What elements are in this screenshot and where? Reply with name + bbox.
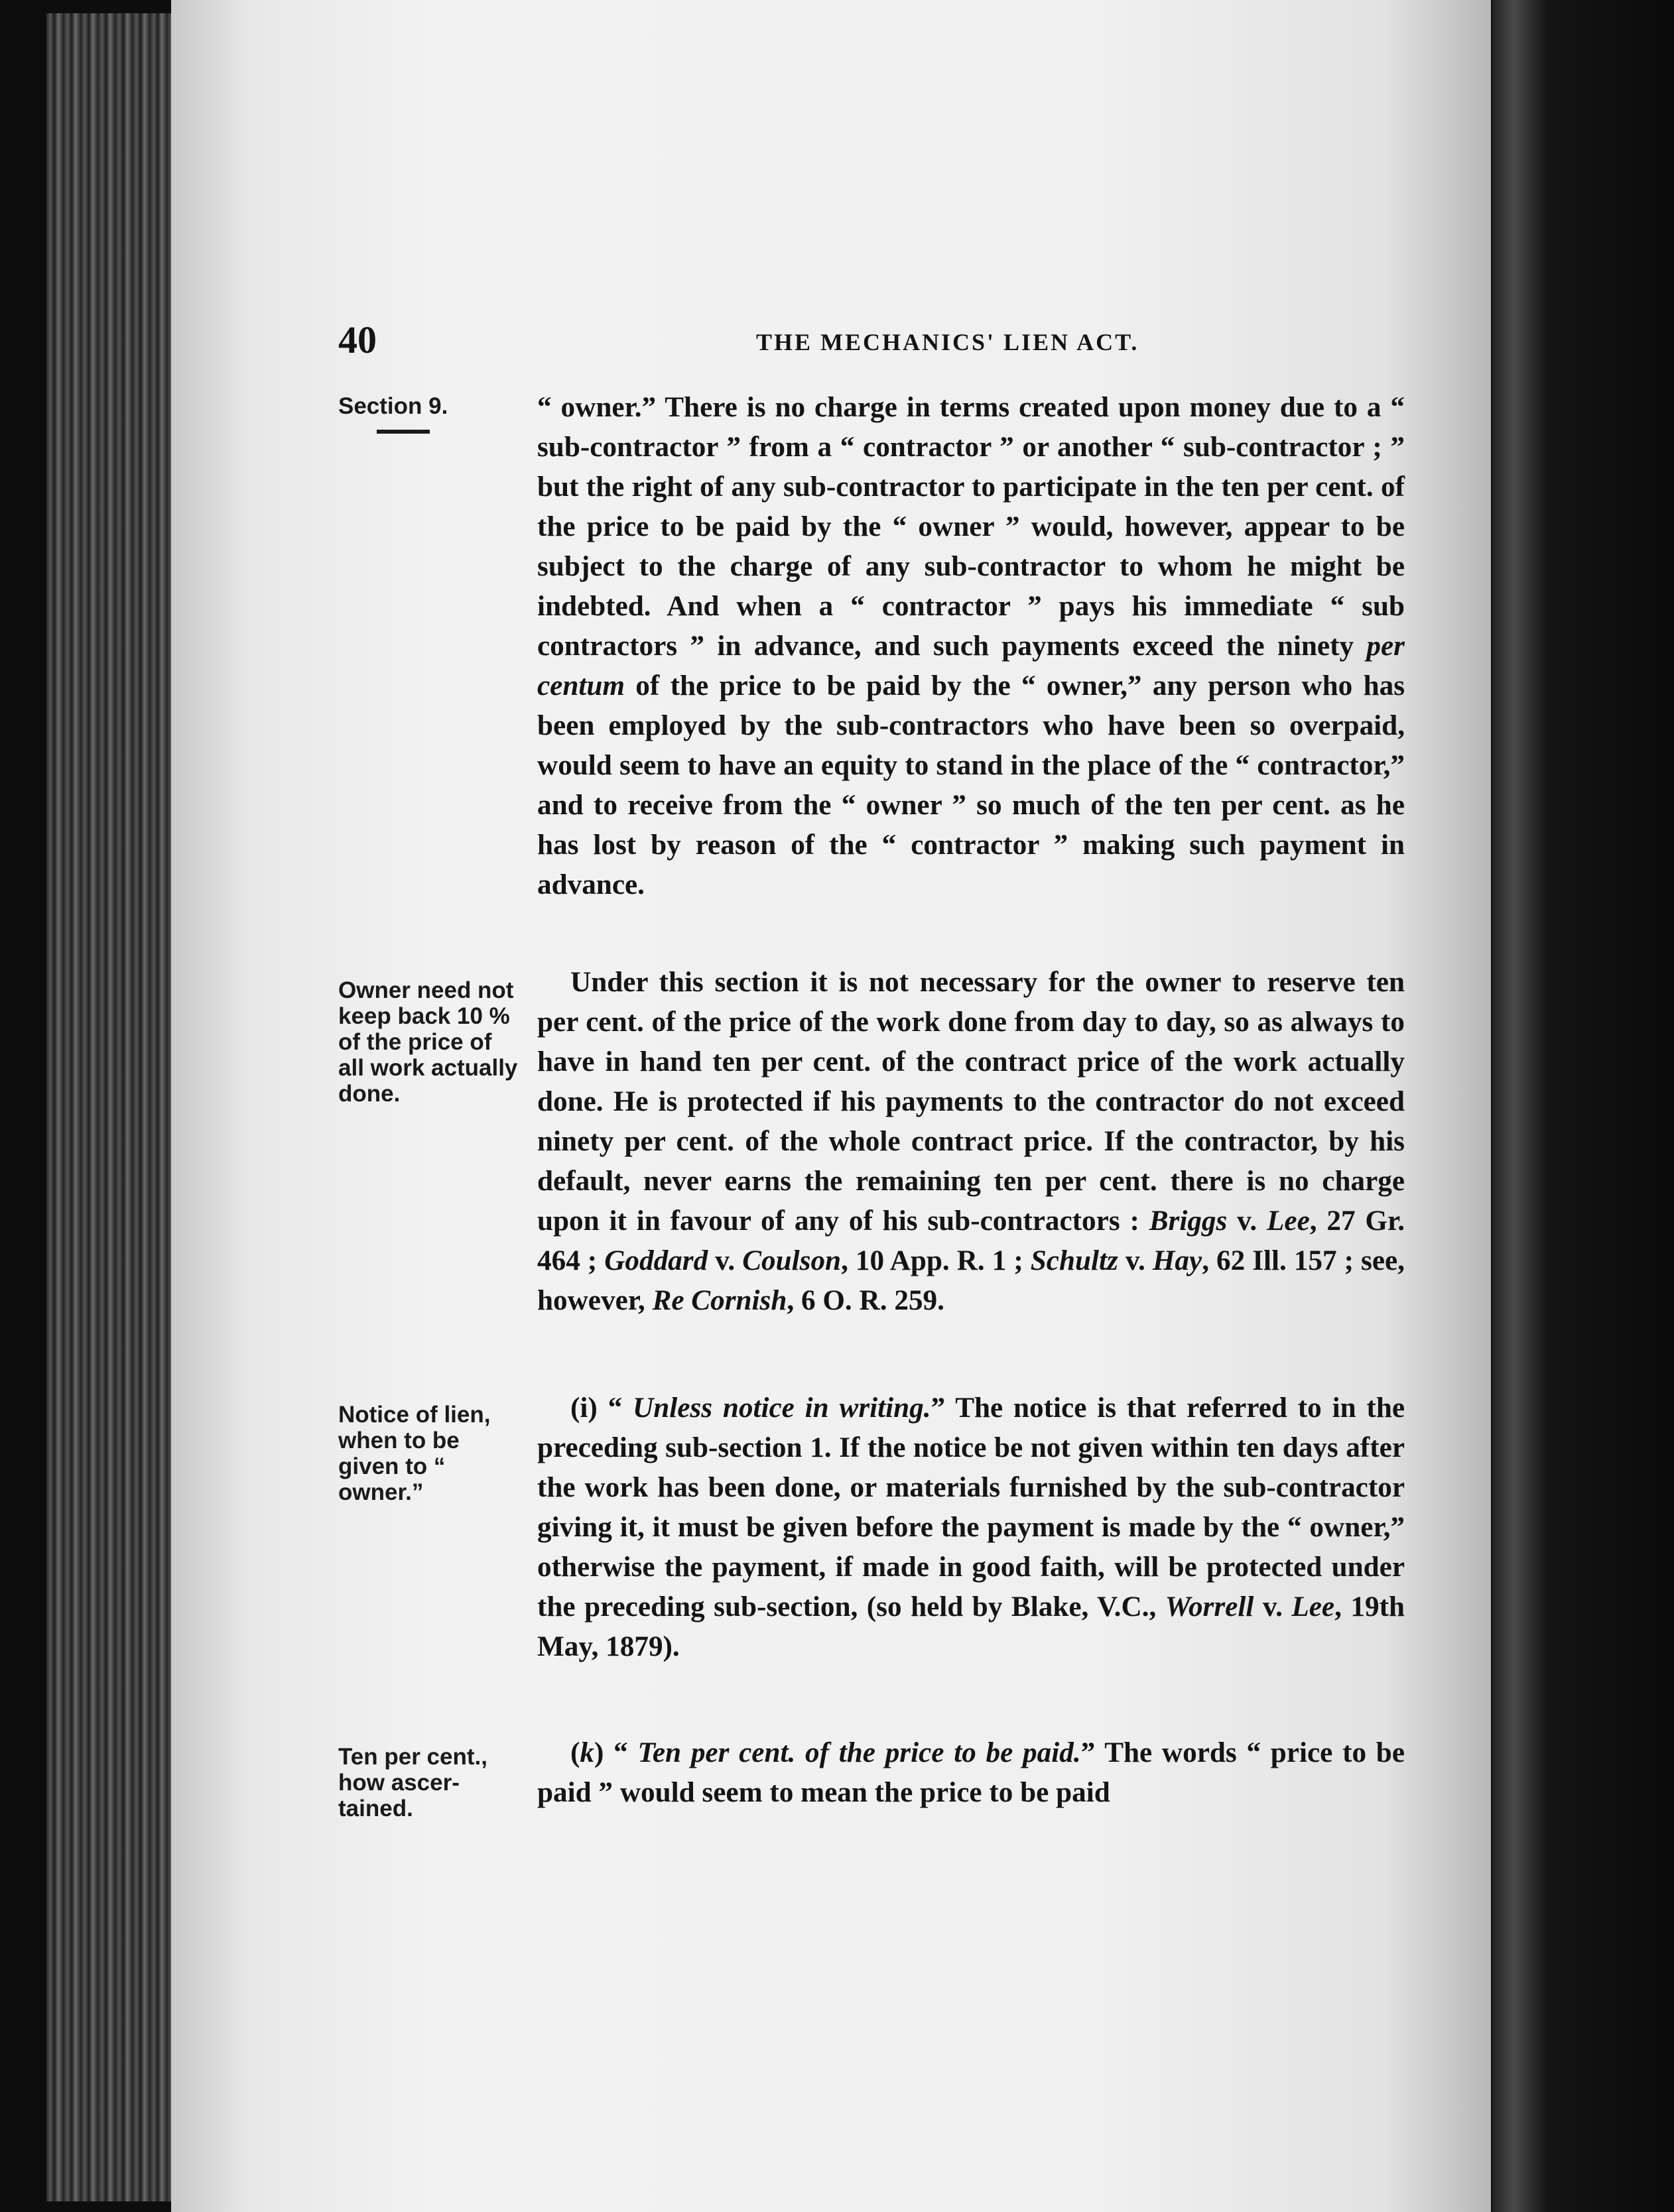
section-block-2 [338,963,1405,1361]
text-run: ( [570,1737,580,1768]
side-note-text: Section 9. [338,393,448,419]
side-note-ten-per-cent: Ten per cent., how ascer-tained. [338,1744,487,1821]
text-run: ” The notice is that referred to in the preceding sub-section 1. If the notice be not given within ten days after the work has been done, or materials furnished by the sub-contractor giving it, it must be given before the payment is made by the “ owner,” otherwise the payment, if made in good faith, will be protected under the preceding sub-section, (so held by Blake, V.C., [537,1392,1405,1623]
text-run-italic: Coulson [742,1245,842,1276]
text-run: “ owner.” There is no charge in terms created upon money due to a “ sub-contractor ” from a “ contractor ” or another “ sub-contractor ; ” but the right of any sub-contractor to participate in the ten per cent. of the price to be paid by the “ owner ” would, however, appear to be subject to the charge of any sub-contractor to whom he might be indebted. And when a “ contractor ” pays his immediate “ sub contractors ” in advance, and such payments exceed the ninety [537,392,1405,662]
paragraph-text [537,388,1405,905]
text-run-italic: Schultz [1030,1245,1118,1276]
text-run-italic: k [580,1737,594,1768]
text-run-italic: Hay [1152,1245,1202,1276]
text-run: v. [1118,1245,1153,1276]
paragraph-text [537,1733,1405,1813]
text-run: Under this section it is not necessary for the owner to reserve ten per cent. of the price of the work done from day to day, so as always to have in hand ten per cent. of the contract price of the work actually done. He is protected if his payments to the contractor do not exceed ninety per cent. of the whole contract price. If the contractor, by his default, never earns the remaining ten per cent. there is no charge upon it in favour of any of his sub-contractors : [537,967,1405,1237]
text-run: , 10 App. R. 1 ; [841,1245,1031,1276]
section-divider-dash [377,430,430,434]
text-run-italic: Lee [1267,1205,1310,1237]
text-run: (i) “ [570,1392,633,1424]
text-run: v. [1254,1591,1292,1623]
text-run: v. [1227,1205,1267,1237]
section-block-3 [338,1388,1405,1707]
text-run-italic: Worrell [1165,1591,1254,1623]
text-run: , 6 O. R. 259. [787,1285,944,1316]
text-run-italic: Unless notice in writing. [633,1392,931,1424]
text-run: of the price to be paid by the “ owner,” any person who has been employed by the sub-contractors who have been so overpaid, would seem to have an equity to stand in the place of the “ contractor,” and to receive from the “ owner ” so much of the ten per cent. as he has lost by reason of the “ contractor ” making such payment in advance. [537,670,1405,900]
paragraph-text [537,963,1405,1321]
text-run-italic: Ten per cent. of the price to be paid. [637,1737,1081,1768]
running-head: THE MECHANICS' LIEN ACT. [756,329,1139,355]
section-block-4 [338,1733,1405,1853]
text-run: ) “ [594,1737,638,1768]
side-note-section [338,393,524,434]
page-header [338,317,1399,363]
section-block-1 [338,388,1405,945]
text-run-italic: per centum [537,631,1405,702]
text-run: v. [708,1245,743,1276]
book-gutter [1492,0,1674,2212]
text-run-italic: Lee [1291,1591,1335,1623]
text-run: ” The words “ price to be paid ” would seem to mean the price to be paid [537,1737,1405,1808]
text-run: , 19th May, 1879). [537,1591,1405,1662]
text-run: , 27 Gr. 464 ; [537,1205,1405,1276]
side-note-owner-need: Owner need not keep back 10 % of the price of all work actually done. [338,977,518,1107]
text-run: , 62 Ill. 157 ; see, however, [537,1245,1405,1316]
side-note-notice-of-lien: Notice of lien, when to be given to “ owner.” [338,1402,491,1505]
paragraph-text [537,1388,1405,1667]
text-run-italic: Goddard [604,1245,708,1276]
book-page-edges [46,13,179,2201]
text-run-italic: Briggs [1149,1205,1228,1237]
page-number: 40 [338,318,377,361]
text-run-italic: Re Cornish [652,1285,787,1316]
